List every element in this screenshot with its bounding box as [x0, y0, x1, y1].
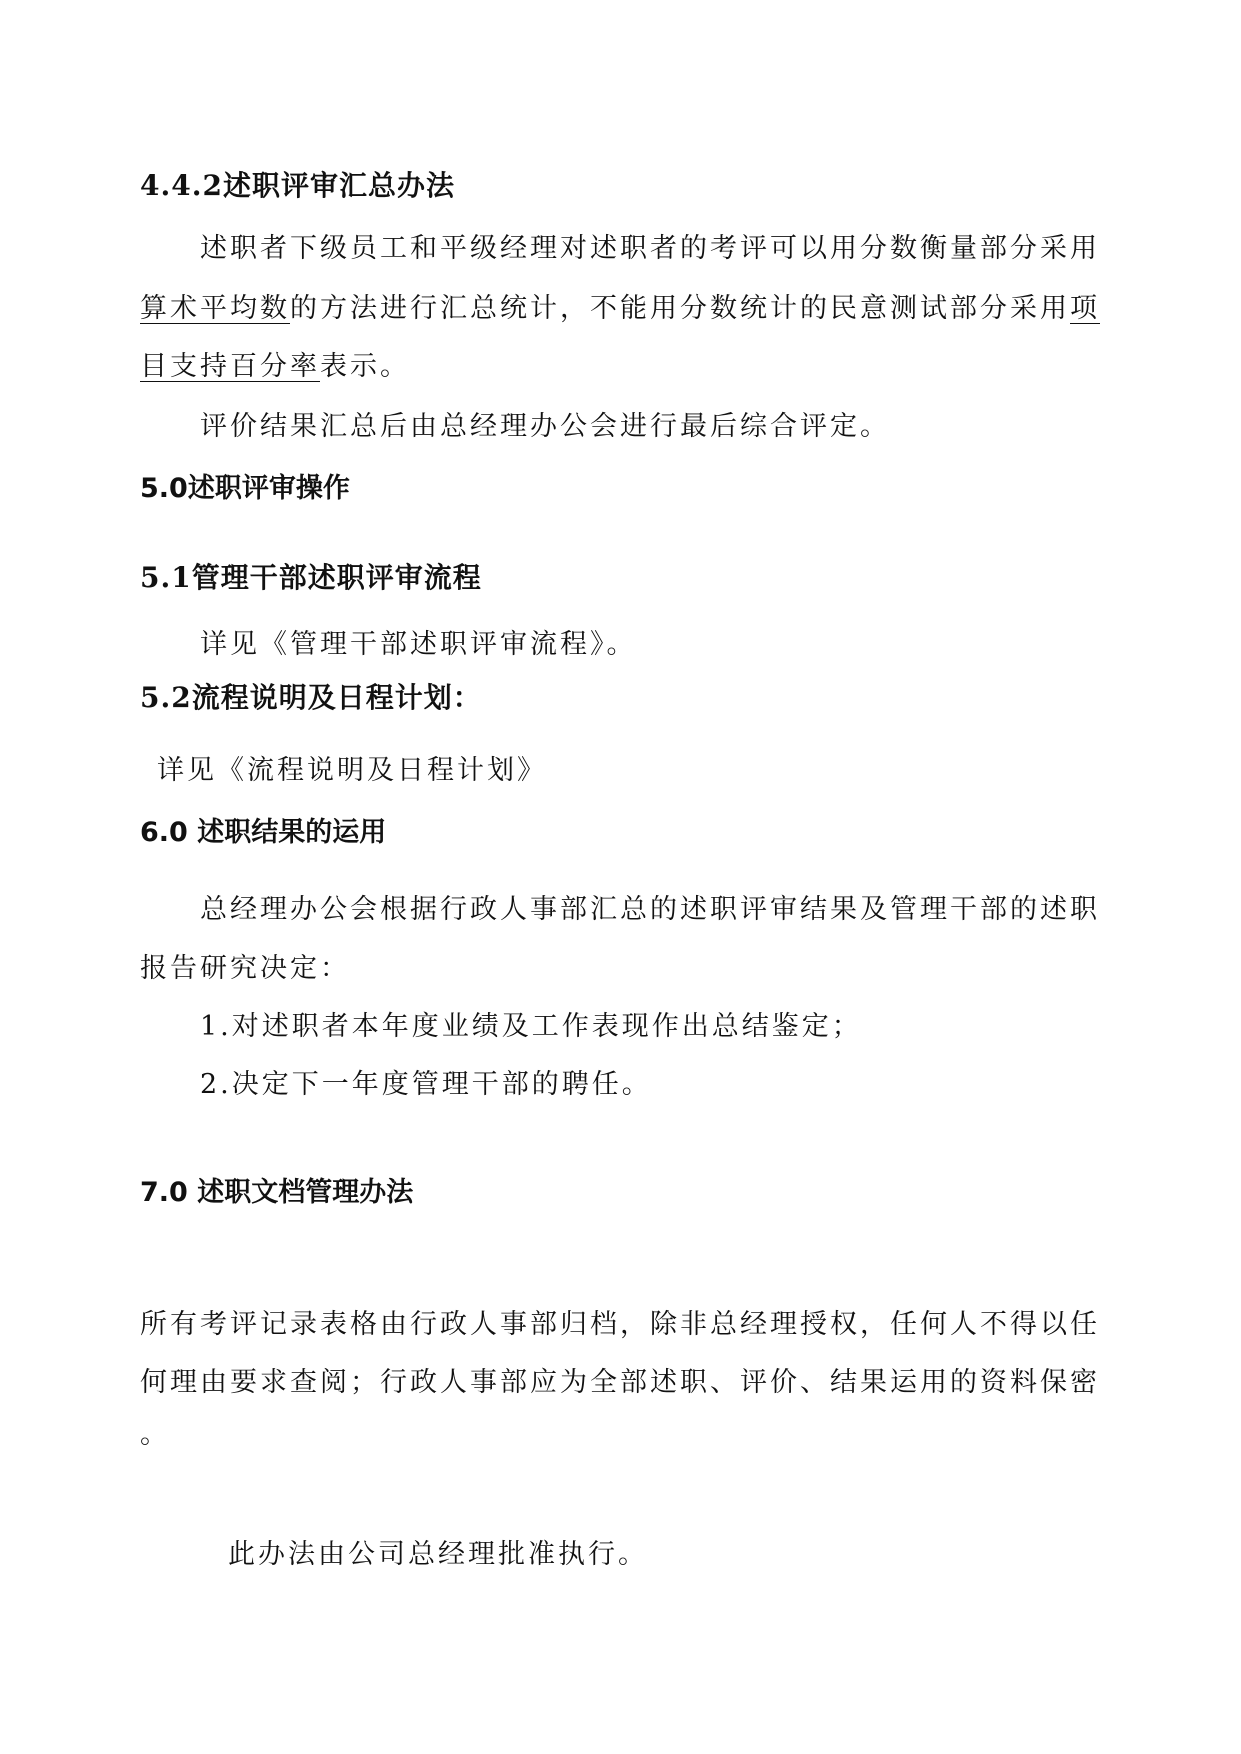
paragraph-4-4-2-line-4: 评价结果汇总后由总经理办公会进行最后综合评定。 [200, 411, 890, 442]
paragraph-4-4-2-line-2-middle: 的方法进行汇总统计，不能用分数统计的民意测试部分采用 [290, 293, 1070, 324]
paragraph-6-0-line-1: 总经理办公会根据行政人事部汇总的述职评审结果及管理干部的述职 [200, 894, 1100, 925]
underlined-term-arithmetic-mean: 算术平均数 [140, 293, 290, 324]
heading-5-1: 5.1管理干部述职评审流程 [140, 561, 482, 594]
heading-5-2: 5.2流程说明及日程计划： [140, 681, 482, 714]
paragraph-7-0-line-1: 所有考评记录表格由行政人事部归档，除非总经理授权，任何人不得以任 [140, 1309, 1100, 1340]
underlined-term-support-rate: 目支持百分率 [140, 351, 320, 382]
paragraph-4-4-2-line-3-rest: 表示。 [320, 351, 410, 382]
text-5-2: 详见《流程说明及日程计划》 [157, 755, 547, 786]
heading-4-4-2: 4.4.2述职评审汇总办法 [140, 169, 455, 202]
heading-7-0: 7.0 述职文档管理办法 [140, 1177, 414, 1208]
text-5-1: 详见《管理干部述职评审流程》。 [200, 629, 637, 660]
closing-statement: 此办法由公司总经理批准执行。 [228, 1539, 648, 1570]
paragraph-4-4-2-line-2 [140, 286, 1100, 325]
list-item-2: 2.决定下一年度管理干部的聘任。 [200, 1069, 652, 1100]
heading-6-0: 6.0 述职结果的运用 [140, 817, 387, 848]
paragraph-4-4-2-line-3 [140, 344, 1090, 383]
list-item-1: 1.对述职者本年度业绩及工作表现作出总结鉴定； [200, 1011, 862, 1042]
paragraph-6-0-line-2: 报告研究决定： [140, 953, 350, 984]
heading-5-0: 5.0述职评审操作 [140, 473, 350, 504]
paragraph-7-0-line-3: 。 [140, 1419, 170, 1450]
paragraph-7-0-line-2: 何理由要求查阅；行政人事部应为全部述职、评价、结果运用的资料保密 [140, 1367, 1100, 1398]
underlined-term-item-start: 项 [1070, 293, 1100, 324]
paragraph-4-4-2-line-1: 述职者下级员工和平级经理对述职者的考评可以用分数衡量部分采用 [200, 233, 1100, 264]
